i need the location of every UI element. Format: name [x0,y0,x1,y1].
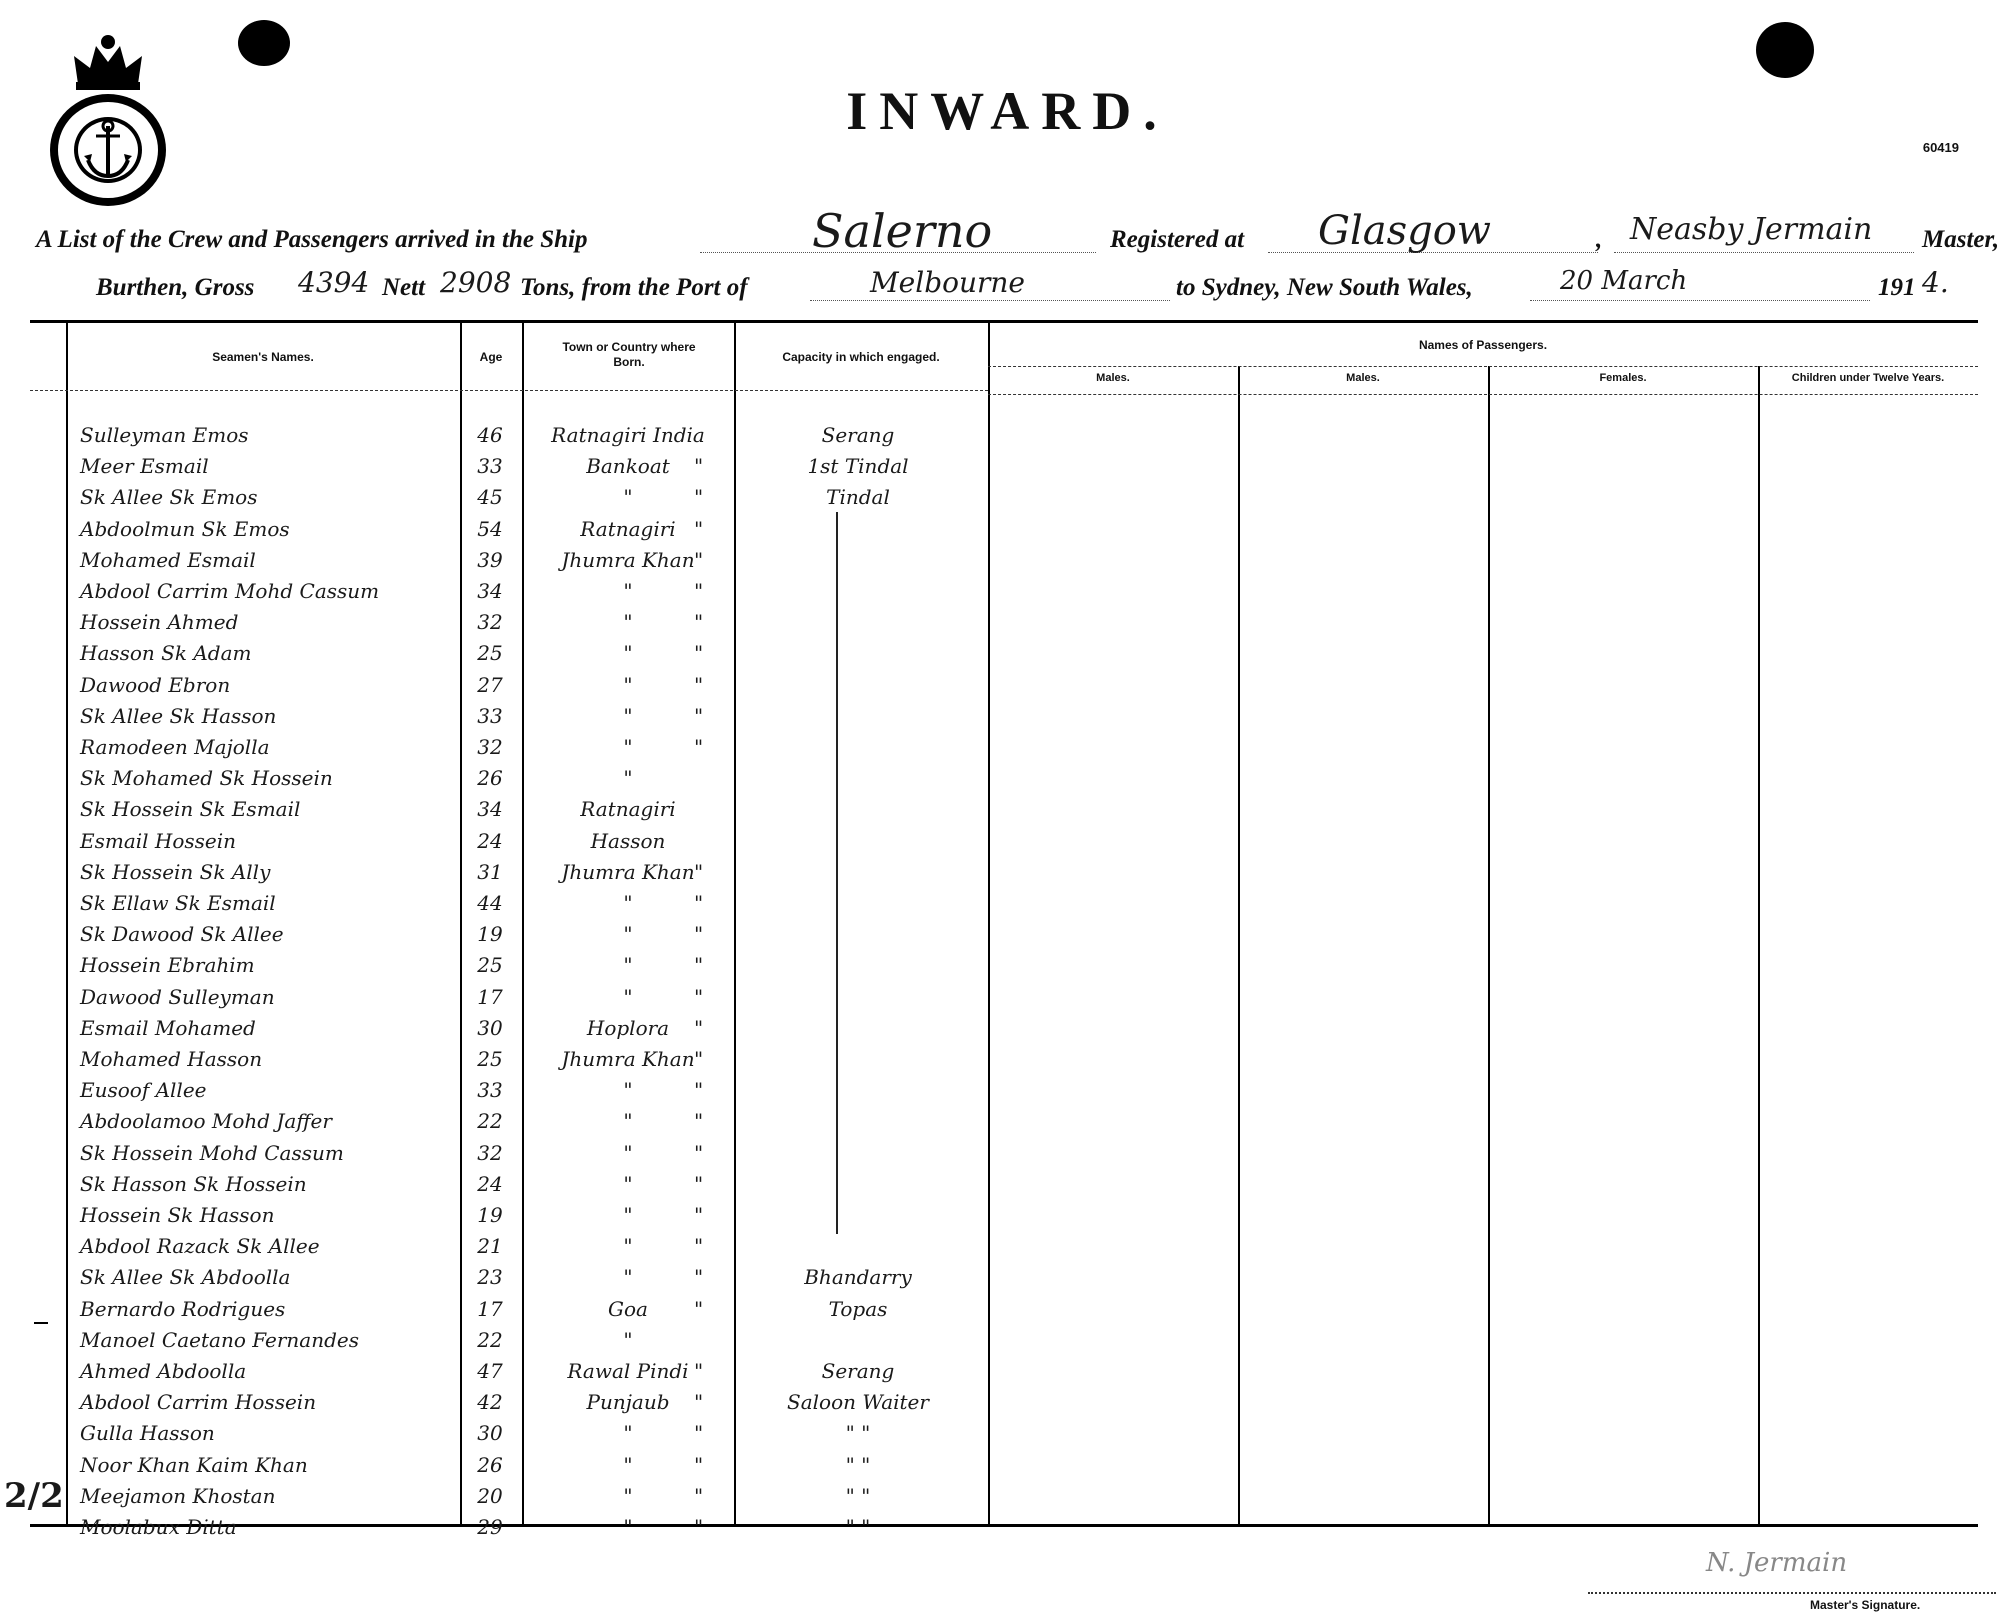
table-row [0,1418,2015,1449]
seaman-age: 32 [477,1140,503,1165]
header-seamen-names: Seamen's Names. [212,350,314,364]
town-ditto-mark: " [694,1296,704,1321]
seaman-name: Manoel Caetano Fernandes [80,1327,359,1352]
seaman-name: Sk Allee Sk Hasson [80,703,277,728]
table-row [0,514,2015,545]
header-capacity: Capacity in which engaged. [782,350,940,364]
seaman-age: 44 [477,891,503,915]
table-row [0,701,2015,732]
seaman-name: Ahmed Abdoolla [80,1359,247,1383]
master-dotline [1614,252,1914,253]
seaman-birthplace: " [623,984,633,1009]
seaman-birthplace: Rawal Pindi [567,1359,689,1383]
registered-comma: , [1596,226,1603,253]
seaman-age: 33 [477,454,503,479]
table-row [0,1512,2015,1543]
table-row [0,1106,2015,1137]
header-females: Females. [1599,372,1647,384]
town-ditto-mark: " [694,703,704,728]
seaman-age: 22 [477,1109,503,1134]
seaman-name: Moolabux Ditta [80,1515,237,1539]
burthen-label: Burthen, Gross [96,274,255,301]
town-ditto-mark: " [694,547,704,572]
town-ditto-mark: " [694,672,704,697]
table-row [0,794,2015,825]
table-row [0,638,2015,669]
ship-name: Salerno [812,204,993,258]
town-ditto-mark: " [694,735,704,759]
table-row [0,1138,2015,1169]
seaman-capacity: Topas [828,1296,888,1321]
date-dotline [1530,300,1870,301]
seaman-capacity: " " [845,1421,871,1446]
seaman-birthplace: Jhumra Khan [561,1047,695,1071]
seaman-name: Mohamed Hasson [80,1047,263,1071]
seaman-birthplace: " [623,1140,633,1165]
seaman-name: Sulleyman Emos [80,423,249,447]
table-row [0,451,2015,482]
to-sydney-label: to Sydney, New South Wales, [1176,274,1473,301]
town-ditto-mark: " [694,1109,704,1134]
seaman-birthplace: " [623,735,633,759]
seaman-age: 20 [477,1483,503,1508]
town-ditto-mark: " [694,859,704,884]
table-row [0,982,2015,1013]
gross-tons: 4394 [298,266,370,299]
header-passengers: Names of Passengers. [1418,338,1548,352]
seaman-birthplace: Bankoat [586,454,670,479]
seaman-birthplace: " [623,1265,633,1290]
seaman-name: Sk Hossein Sk Esmail [80,797,301,822]
seaman-name: Ramodeen Majolla [80,735,270,759]
seaman-name: Esmail Hossein [80,828,237,853]
town-ditto-mark: " [694,579,704,603]
seaman-age: 33 [477,703,503,728]
town-ditto-mark: " [694,1234,704,1259]
table-row [0,1075,2015,1106]
table-row [0,1262,2015,1293]
town-ditto-mark: " [694,1483,704,1508]
seaman-age: 42 [477,1390,503,1415]
seaman-birthplace: " [623,1109,633,1134]
master-name: Neasby Jermain [1630,212,1873,247]
nett-label: Nett [382,274,426,301]
year-suffix: 4. [1922,266,1949,299]
seaman-age: 26 [477,766,503,791]
seaman-birthplace: " [623,1483,633,1508]
table-row [0,670,2015,701]
table-top-rule [30,320,1978,323]
signature-label: Master's Signature. [1810,1598,1921,1612]
table-row [0,919,2015,950]
form-number: 60419 [1922,140,1959,155]
town-ditto-mark: " [694,1421,704,1446]
seaman-birthplace: " [623,1234,633,1259]
seaman-age: 24 [477,1171,503,1196]
registered-label: Registered at [1110,226,1245,253]
seaman-name: Hossein Sk Hasson [80,1203,275,1227]
seaman-birthplace: " [623,485,633,510]
master-signature: N. Jermain [1706,1548,1848,1578]
seaman-age: 19 [477,1203,503,1227]
seaman-birthplace: " [623,953,633,978]
seaman-age: 46 [477,423,503,447]
seaman-name: Bernardo Rodrigues [80,1296,286,1321]
seaman-birthplace: " [623,672,633,697]
seaman-birthplace: " [623,610,633,635]
seaman-birthplace: Hasson [590,828,666,853]
seaman-birthplace: " [623,641,633,666]
seaman-age: 25 [477,953,503,978]
seaman-name: Abdoolmun Sk Emos [80,516,290,541]
seaman-age: 17 [477,984,503,1009]
seaman-age: 25 [477,1047,503,1071]
town-ditto-mark: " [694,516,704,541]
table-row [0,763,2015,794]
registered-at: Glasgow [1318,208,1492,254]
seaman-name: Sk Allee Sk Abdoolla [80,1265,291,1290]
seaman-age: 19 [477,922,503,947]
town-ditto-mark: " [694,641,704,666]
seaman-name: Abdoolamoo Mohd Jaffer [80,1109,332,1134]
page-title: INWARD. [846,81,1169,141]
seaman-age: 45 [477,485,503,510]
header-rule-passengers [988,366,1978,367]
table-row [0,1356,2015,1387]
table-row [0,1044,2015,1075]
seaman-birthplace: Jhumra Khan [561,859,695,884]
seaman-name: Sk Dawood Sk Allee [80,922,284,947]
table-row [0,607,2015,638]
header-age: Age [479,350,503,364]
seaman-age: 22 [477,1327,503,1352]
seaman-birthplace: " [623,579,633,603]
seaman-birthplace: " [623,1421,633,1446]
seaman-name: Sk Ellaw Sk Esmail [80,891,276,915]
seaman-birthplace: Goa [608,1296,648,1321]
table-row [0,1450,2015,1481]
table-row [0,1481,2015,1512]
town-ditto-mark: " [694,1390,704,1415]
seaman-capacity: Saloon Waiter [787,1390,929,1415]
header-males-1: Males. [1096,372,1130,384]
table-row [0,950,2015,981]
seaman-age: 32 [477,610,503,635]
table-row [0,576,2015,607]
table-row [0,1325,2015,1356]
master-label: Master, [1922,226,2000,253]
table-row [0,888,2015,919]
nett-tons: 2908 [440,266,512,299]
header-rule-main [30,390,988,391]
seaman-age: 17 [477,1296,503,1321]
seaman-name: Abdool Carrim Mohd Cassum [80,579,380,603]
seaman-birthplace: " [623,1171,633,1196]
seaman-age: 34 [477,579,503,603]
town-ditto-mark: " [694,1515,704,1539]
town-ditto-mark: " [694,891,704,915]
seaman-birthplace: Jhumra Khan [561,547,695,572]
seaman-birthplace: " [623,891,633,915]
table-row [0,732,2015,763]
line1-prefix: A List of the Crew and Passengers arrived in the Ship [36,226,588,253]
seaman-age: 21 [477,1234,503,1259]
seaman-capacity: " " [845,1452,871,1477]
town-ditto-mark: " [694,610,704,635]
town-ditto-mark: " [694,1452,704,1477]
table-row [0,420,2015,451]
town-ditto-mark: " [694,953,704,978]
seaman-birthplace: Ratnagiri [580,516,676,541]
margin-note: 2/2 [4,1476,64,1516]
seaman-name: Sk Hossein Mohd Cassum [80,1140,344,1165]
seaman-name: Gulla Hasson [80,1421,215,1446]
year-prefix: 191 [1878,274,1916,301]
header-town: Town or Country where Born. [562,340,696,369]
town-ditto-mark: " [694,1015,704,1040]
header-males-2: Males. [1346,372,1380,384]
seaman-name: Esmail Mohamed [80,1015,256,1040]
seaman-age: 34 [477,797,503,822]
seaman-age: 30 [477,1421,503,1446]
table-row [0,1231,2015,1262]
seaman-name: Hossein Ebrahim [80,953,255,978]
seaman-name: Meejamon Khostan [80,1483,276,1508]
seaman-age: 33 [477,1078,503,1103]
seaman-name: Dawood Sulleyman [80,984,275,1009]
ink-blot-left [238,20,290,66]
seaman-age: 26 [477,1452,503,1477]
header-rule-subcols [988,394,1978,395]
seaman-birthplace: " [623,1078,633,1103]
from-port: Melbourne [870,266,1025,299]
seaman-birthplace: Hoplora [586,1015,670,1040]
seaman-capacity: Serang [821,1359,895,1383]
seaman-name: Noor Khan Kaim Khan [80,1452,308,1477]
table-row [0,826,2015,857]
town-ditto-mark: " [694,1203,704,1227]
table-row [0,482,2015,513]
seaman-birthplace: " [623,766,633,791]
seaman-birthplace: " [623,703,633,728]
table-row [0,1169,2015,1200]
seaman-age: 32 [477,735,503,759]
seaman-birthplace: " [623,1327,633,1352]
seaman-name: Sk Allee Sk Emos [80,485,258,510]
table-row [0,545,2015,576]
seaman-name: Eusoof Allee [80,1078,207,1103]
seaman-capacity: 1st Tindal [807,454,909,479]
seaman-name: Hasson Sk Adam [80,641,252,666]
seaman-name: Sk Hasson Sk Hossein [80,1171,307,1196]
seaman-capacity: " " [845,1483,871,1508]
seaman-age: 24 [477,828,503,853]
seaman-birthplace: Ratnagiri [580,797,676,822]
seaman-birthplace: Punjaub [586,1390,670,1415]
tons-label: Tons, from the Port of [520,274,748,301]
seaman-capacity: Serang [821,423,895,447]
seaman-name: Mohamed Esmail [80,547,256,572]
table-row [0,857,2015,888]
town-ditto-mark: " [694,485,704,510]
seaman-capacity: Bhandarry [804,1265,912,1290]
table-row [0,1294,2015,1325]
town-ditto-mark: " [694,1265,704,1290]
seaman-age: 29 [477,1515,503,1539]
table-row [0,1013,2015,1044]
town-ditto-mark: " [694,922,704,947]
seaman-name: Abdool Razack Sk Allee [80,1234,320,1259]
table-row [0,1387,2015,1418]
seaman-name: Sk Mohamed Sk Hossein [80,766,333,791]
town-ditto-mark: " [694,454,704,479]
seaman-name: Sk Hossein Sk Ally [80,859,271,884]
seaman-birthplace: " [623,922,633,947]
seaman-birthplace: " [623,1452,633,1477]
header-children: Children under Twelve Years. [1791,372,1945,384]
seaman-age: 47 [477,1359,503,1383]
town-ditto-mark: " [694,1047,704,1071]
arrival-date: 20 March [1560,266,1688,296]
seaman-age: 25 [477,641,503,666]
town-ditto-mark: " [694,1140,704,1165]
seaman-age: 31 [477,859,503,884]
margin-dash [34,1322,48,1324]
signature-line [1588,1592,1996,1594]
seaman-capacity: Tindal [826,485,890,510]
seaman-age: 27 [477,672,503,697]
town-ditto-mark: " [694,1359,704,1383]
seaman-name: Abdool Carrim Hossein [80,1390,317,1415]
seaman-age: 54 [477,516,503,541]
seaman-age: 39 [477,547,503,572]
seaman-birthplace: " [623,1203,633,1227]
seaman-age: 23 [477,1265,503,1290]
seaman-name: Dawood Ebron [80,672,231,697]
seaman-birthplace: Ratnagiri India [551,423,705,447]
port-dotline [810,300,1170,301]
town-ditto-mark: " [694,1078,704,1103]
seaman-capacity: " " [845,1515,871,1539]
ink-blot-right [1756,22,1814,78]
seaman-birthplace: " [623,1515,633,1539]
town-ditto-mark: " [694,984,704,1009]
seaman-name: Meer Esmail [80,454,209,479]
town-ditto-mark: " [694,1171,704,1196]
seaman-name: Hossein Ahmed [80,610,239,635]
seaman-age: 30 [477,1015,503,1040]
table-row [0,1200,2015,1231]
